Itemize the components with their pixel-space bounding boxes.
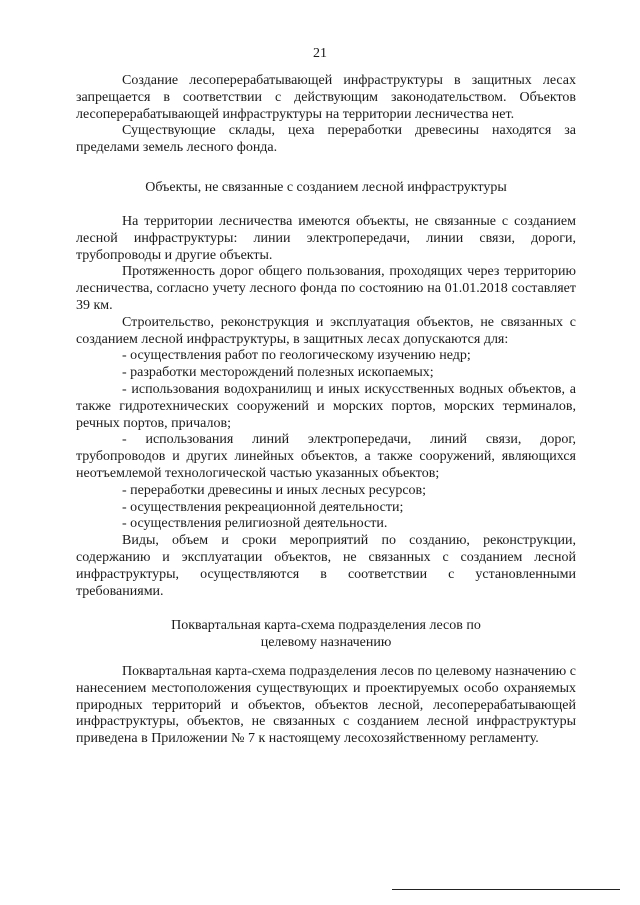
heading-map-scheme-line2: целевому назначению (260, 634, 392, 650)
page-number: 21 (313, 46, 327, 61)
paragraph: Виды, объем и сроки мероприятий по созданию, реконструкции, содержанию и эксплуатации объектов, не связанных с созданием лесной инфраструктуры, осуществляются в соответствии с установленными требованиями. (76, 533, 576, 599)
section-heading (76, 618, 576, 652)
list-item: - осуществления работ по геологическому изучению недр; (122, 348, 471, 364)
section-processing-infrastructure (76, 73, 576, 157)
paragraph: Существующие склады, цеха переработки древесины находятся за пределами земель лесного фонда. (76, 123, 576, 156)
list-item: - переработки древесины и иных лесных ресурсов; (122, 482, 427, 498)
section-non-forest-objects (76, 214, 576, 600)
list-item: - разработки месторождений полезных ископаемых; (122, 365, 434, 381)
heading-map-scheme-line1: Поквартальная карта-схема подразделения лесов по (171, 618, 481, 633)
paragraph: Строительство, реконструкция и эксплуатация объектов, не связанных с созданием лесной инфраструктуры, в защитных лесах допускаются для: (76, 314, 576, 347)
heading-non-forest-objects: Объекты, не связанные с созданием лесной инфраструктуры (145, 180, 507, 195)
footer-rule (392, 889, 620, 890)
paragraph: На территории лесничества имеются объекты, не связанные с созданием лесной инфраструктуры: линии электропередачи, линии связи, дороги, трубопроводы и другие объекты. (76, 214, 576, 263)
paragraph: Создание лесоперерабатывающей инфраструктуры в защитных лесах запрещается в соответствии с действующим законодательством. Объектов лесоперерабатывающей инфраструктуры на территории лесничества нет. (76, 73, 576, 122)
paragraph: Протяженность дорог общего пользования, проходящих через территорию лесничества, согласно учету лесного фонда по состоянию на 01.01.2018 составляет 39 км. (76, 264, 576, 313)
list-item: - осуществления религиозной деятельности. (122, 516, 388, 532)
list-item: - использования линий электропередачи, линий связи, дорог, трубопроводов и других линейных объектов, а также сооружений, являющихся неотъемлемой технологической частью указанных объектов; (76, 432, 576, 481)
list-item: - использования водохранилищ и иных искусственных водных объектов, а также гидротехнических сооружений и морских портов, морских терминалов, речных портов, причалов; (76, 381, 576, 431)
section-heading (76, 180, 576, 197)
paragraph: Поквартальная карта-схема подразделения лесов по целевому назначению с нанесением местоположения существующих и проектируемых особо охраняемых природных территорий и объектов, объектов лесной, лесоперерабатывающей инфраструктуры, объектов, не связанных с созданием лесной инфраструктуры приведена в Приложении № 7 к настоящему лесохозяйственному регламенту. (76, 664, 576, 747)
list-item: - осуществления рекреационной деятельности; (122, 499, 404, 515)
section-map-scheme (76, 664, 576, 748)
